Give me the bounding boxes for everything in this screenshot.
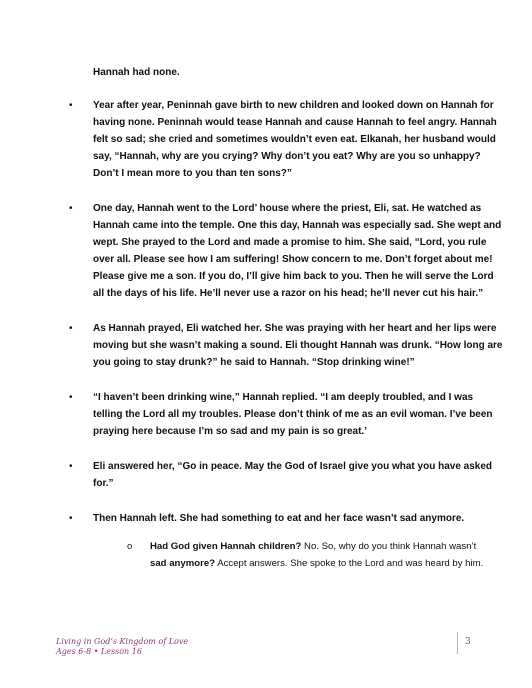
answer-part-1: No. So, why do you think Hannah wasn’t [301,541,477,552]
bullet-text: Then Hannah left. She had something to eat and her face wasn’t sad anymore. [93,513,465,524]
bullet-item [0,97,503,182]
footer-divider [457,632,458,654]
bullet-item [0,320,503,371]
footer-curriculum [56,637,188,657]
bullet-dot-icon: • [69,513,73,524]
lead-line: Hannah had none. [93,67,180,78]
footer-title: Living in God’s Kingdom of Love [56,637,189,646]
question-part-2: sad anymore? [150,558,216,569]
page-number: 3 [465,637,471,647]
question-part-1: Had God given Hannah children? [150,541,302,552]
footer-subtitle: Ages 6-8 • Lesson 16 [56,647,142,656]
bullet-dot-icon: • [69,203,73,214]
bullet-text: Year after year, Peninnah gave birth to new children and looked down on Hannah for having none. Peninnah would tease Hannah and cause Hannah to feel angry. Hannah felt so sad; she cried and sometimes wouldn’t even eat. Elkanah, her husband would say, “Hannah, why are you crying? Why don’t you eat? Why are you so unhappy? Don’t I mean more to you than ten sons?” [93,100,497,179]
discussion-question [0,538,490,572]
bullet-dot-icon: • [69,323,73,334]
bullet-item [0,200,503,302]
bullet-text: One day, Hannah went to the Lord’ house where the priest, Eli, sat. He watched as Hannah came into the temple. One this day, Hannah was especially sad. She wept and wept. She prayed to the Lord and made a promise to him. She said, “Lord, you rule over all. Please see how I am suffering! Show concern to me. Don’t forget about me! Please give me a son. If you do, I’ll give him back to you. Then he will serve the Lord all the days of his life. He’ll never use a razor on his head; he’ll never cut his hair.” [93,203,502,299]
hollow-circle-bullet-icon: o [127,541,133,552]
bullet-text: As Hannah prayed, Eli watched her. She was praying with her heart and her lips were moving but she wasn’t making a sound. Eli thought Hannah was drunk. “How long are you going to stay drunk?” he said to Hannah. “Stop drinking wine!” [93,323,503,368]
bullet-list [0,97,532,572]
bullet-text: Eli answered her, “Go in peace. May the God of Israel give you what you have asked for.” [93,461,493,489]
bullet-item [0,510,503,527]
bullet-dot-icon: • [69,392,73,403]
bullet-item [0,389,503,440]
answer-part-2: Accept answers. She spoke to the Lord and was heard by him. [215,558,484,569]
bullet-text: “I haven’t been drinking wine,” Hannah replied. “I am deeply troubled, and I was telling the Lord all my troubles. Please don’t think of me as an evil woman. I’ve been praying here because I’m so sad and my pain is so great.’ [93,392,493,437]
bullet-dot-icon: • [69,461,73,472]
bullet-item [0,458,503,492]
bullet-dot-icon: • [69,100,73,111]
